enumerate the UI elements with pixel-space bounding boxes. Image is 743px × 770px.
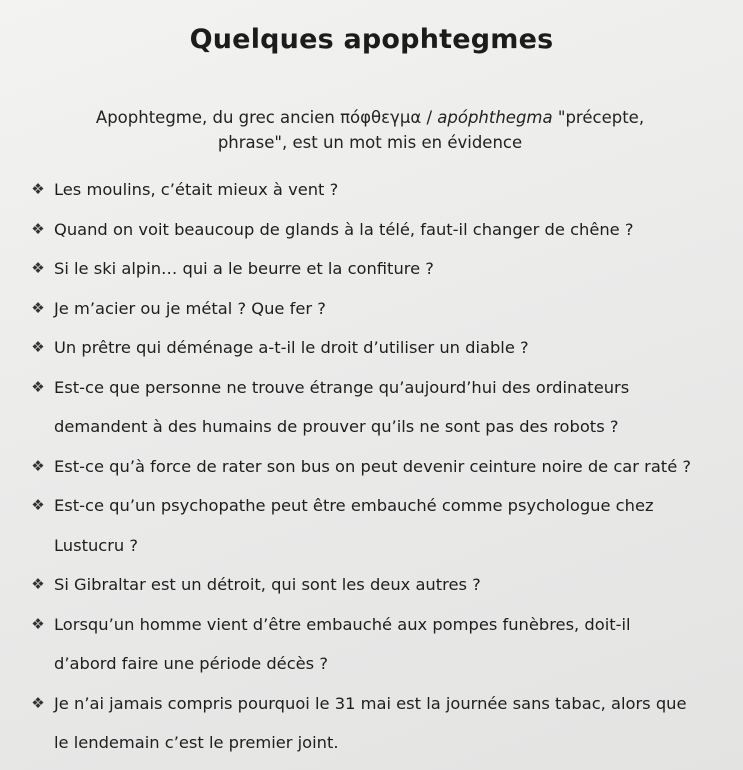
list-item [31, 565, 739, 605]
intro-text-end: "précepte, phrase", est un mot mis en évidence [217, 108, 645, 152]
list-item-line: Lorsqu’un homme vient d’être embauché aux pompes funèbres, doit-il [54, 614, 631, 634]
list-item-line: Je n’ai jamais compris pourquoi le 31 mai est la journée sans tabac, alors que [54, 693, 687, 713]
list-item [31, 684, 739, 763]
list-item-line: Je m’acier ou je métal ? Que fer ? [54, 298, 326, 318]
list-item-line: Lustucru ? [54, 535, 139, 555]
list-item [31, 249, 739, 289]
list-item [31, 368, 739, 447]
list-item-line: d’abord faire une période décès ? [54, 654, 328, 673]
list-item-line: Si le ski alpin… qui a le beurre et la confiture ? [54, 259, 434, 278]
list-item [31, 486, 739, 565]
four-diamond-bullet-icon: ❖ [31, 496, 45, 514]
four-diamond-bullet-icon: ❖ [31, 456, 45, 475]
page-title: Quelques apophtegmes [189, 24, 554, 55]
list-item-line: Si Gibraltar est un détroit, qui sont les deux autres ? [54, 575, 481, 594]
four-diamond-bullet-icon: ❖ [31, 693, 45, 712]
list-item-line: Un prêtre qui déménage a-t-il le droit d’utiliser un diable ? [54, 338, 529, 357]
four-diamond-bullet-icon: ❖ [31, 614, 45, 633]
intro-separator: / [421, 108, 438, 127]
list-item-line: le lendemain c’est le premier joint. [54, 733, 339, 752]
list-item [31, 210, 739, 250]
list-item-line: Les moulins, c’était mieux à vent ? [54, 180, 339, 199]
list-item-line: demandent à des humains de prouver qu’ils ne sont pas des robots ? [54, 417, 619, 436]
list-item-line: Est-ce que personne ne trouve étrange qu’aujourd’hui des ordinateurs [54, 377, 630, 397]
four-diamond-bullet-icon: ❖ [31, 575, 45, 593]
four-diamond-bullet-icon: ❖ [31, 180, 45, 198]
intro-text-start: Apophtegme, du grec ancien [95, 108, 341, 127]
list-item [31, 170, 739, 210]
list-item-line: Est-ce qu’un psychopathe peut être embauché comme psychologue chez [54, 496, 654, 515]
list-item [31, 289, 739, 329]
four-diamond-bullet-icon: ❖ [31, 298, 45, 317]
four-diamond-bullet-icon: ❖ [31, 219, 45, 238]
four-diamond-bullet-icon: ❖ [31, 377, 45, 396]
list-item [31, 447, 739, 487]
intro-transliteration: apóphthegma [437, 108, 553, 127]
list-item-line: Est-ce qu’à force de rater son bus on peut devenir ceinture noire de car raté ? [54, 456, 692, 476]
four-diamond-bullet-icon: ❖ [31, 338, 45, 356]
intro-greek-word: πόφθεγμα [340, 108, 422, 127]
list-item-line: Quand on voit beaucoup de glands à la télé, faut-il changer de chêne ? [54, 219, 634, 239]
four-diamond-bullet-icon: ❖ [31, 259, 45, 277]
list-item [31, 605, 739, 684]
list-item [31, 328, 739, 368]
